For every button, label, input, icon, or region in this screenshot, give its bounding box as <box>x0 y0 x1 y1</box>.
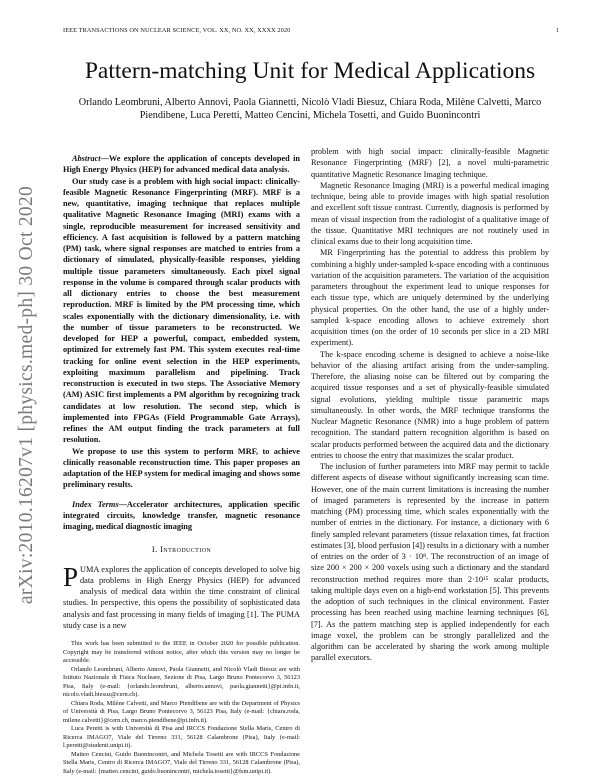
page-number: 1 <box>555 27 559 34</box>
index-terms-text: —Accelerator architectures, application specific integrated circuits, knowledge transfer, magnetic resonance imaging, medical diagnostic imaging <box>63 499 301 531</box>
body-paragraph: problem with high social impact: clinically-feasible Magnetic Resonance Fingerprinting (MRF) [2], a novel multi-parametric quantitative Magnetic Resonance Imaging technique. <box>311 147 549 179</box>
left-column <box>63 153 300 776</box>
author-list: Orlando Leombruni, Alberto Annovi, Paola Giannetti, Nicolò Vladi Biesuz, Chiara Roda, Milène Calvetti, Marco Piendibene, Luca Peretti, Matteo Cencini, Michela Tosetti, and Guido Buonincontri <box>78 97 542 122</box>
index-terms-label: Index Terms <box>72 499 119 509</box>
footnote: Orlando Leombruni, Alberto Annovi, Paola Giannetti, and Nicolò Vladi Biesuz are with Istituto Nazionale di Fisica Nucleare, Sezione di Pisa, Largo Bruno Pontecorvo 3, 56123 Pisa, Italy (e-mail: {orlando.leombruni, alberto.annovi, paola.giannetti}@pi.infn.it, nicolo.vladi.biesuz@cern.ch). <box>63 665 300 698</box>
abstract-p2: Our study case is a problem with high social impact: clinically-feasible Magnetic Resonance Fingerprinting (MRF). MRF is a new, quantitative, imaging technique that replaces multiple qualitative Magnetic Resonance Imaging (MRI) exams with a single, reproducible measurement for increased sensitivity and efficiency. A fast acquisition is followed by a pattern matching (PM) task, where signal responses are matched to entries from a dictionary of simulated, physically-feasible responses, yielding multiple tissue parameters simultaneously. Each pixel signal response in the volume is compared through scalar products with all dictionary entries to choose the best measurement reproduction. MRF is limited by the PM processing time, which scales exponentially with the dictionary dimensionality, i.e. with the number of tissue parameters to be reconstructed. We developed for HEP a powerful, compact, embedded system, optimized for extremely fast PM. This system executes real-time tracking for online event selection in the HEP experiments, exploiting maximum parallelism and pipelining. Track reconstruction is executed in two steps. The Associative Memory (AM) ASIC first implements a PM algorithm by recognizing track candidates at low resolution. The second step, which is implemented into FPGAs (Field Programmable Gate Arrays), refines the AM output finding the track parameters at full resolution. <box>63 176 300 445</box>
index-terms <box>63 499 300 533</box>
intro-paragraph <box>63 561 300 632</box>
paper-title: Pattern-matching Unit for Medical Applications <box>84 58 536 84</box>
arxiv-id: arXiv:2010.16207v1 [physics.med-ph] 30 Oct 2020 <box>16 185 37 605</box>
body-paragraph: The inclusion of further parameters into MRF may permit to tackle different aspects of disease without significantly increasing scan time. However, one of the main current limitations is increasing the number of imaged parameters is represented by the increase in pattern matching (PM) processing time, which scales exponentially with the number of entries in the dictionary. For instance, a dictionary with 6 finely sampled relevant parameters (tissue relaxation times, fat fraction estimates [3], blood perfusion [4]) results in a dictionary with a number of entries on the order of 3 · 10⁸. The reconstruction of an image of size 200 × 200 × 200 voxels using such a dictionary and the standard reconstruction method requires more than 2·10¹⁵ scalar products, taking multiple days even on a high-end workstation [5]. This prevents the adoption of such techniques in the clinical environment. Faster processing has been reached using machine learning techniques [6], [7]. As the pattern matching step is applied independently for each image voxel, the problem can be strongly parallelized and the algorithm can be accelerated by sharing the work among multiple parallel executors. <box>311 462 549 663</box>
drop-cap: P <box>63 561 79 592</box>
footnote: Luca Peretti is with Università di Pisa and IRCCS Fondazione Stella Maris, Centro di Ricerca IMAGO7, Viale del Tirreno 331, 56128 Calambrone (Pisa), Italy (e-mail: l.peretti@studenti.unipi.it). <box>63 725 300 749</box>
abstract-p1-text: —We explore the application of concepts developed in High Energy Physics (HEP) for advanced medical data analysis. <box>63 154 300 175</box>
intro-text: UMA explores the application of concepts developed to solve big data problems in High Energy Physics (HEP) for advanced analysis of medical data within the time constraint of clinical studies. In perspective, this opens the possibility of sophisticated data analysis and fast processing in many fields of imaging [1]. The PUMA study case is a new <box>63 564 300 630</box>
footnote: Matteo Cencini, Guido Buonincontri, and Michela Tosetti are with IRCCS Fondazione Stella Maris, Centro di Ricerca IMAGO7, Viale del Tirreno 331, 56128 Calambrone (Pisa), Italy (e-mail: {matteo.cencini, guido.buonincontri, michela.tosetti}@fsm.unipi.it). <box>63 750 300 775</box>
footnote: Chiara Roda, Milène Calvetti, and Marco Piendibene are with the Department of Physics of Università di Pisa, Largo Bruno Pontecorvo 3, 56123 Pisa, Italy (e-mail: {chiara.roda, milene.calvetti}@cern.ch, marco.piendibene@pi.infn.it). <box>63 699 300 724</box>
section-heading-introduction: I. Introduction <box>151 544 212 555</box>
running-header <box>63 27 559 34</box>
body-paragraph: Magnetic Resonance Imaging (MRI) is a powerful medical imaging technique, being able to provide images with high spatial resolution and excellent soft tissue contrast. Currently, diagnosis is performed by mean of visual inspection from the radiologist of a qualitative image of the tissue. Quantitative MRI techniques are not routinely used in clinical exams due to their long acquisition time. <box>311 180 549 246</box>
footnote: This work has been submitted to the IEEE in October 2020 for possible publication. Copyright may be transferred without notice, after which this version may no longer be accessible. <box>63 640 300 664</box>
body-paragraph: MR Fingerprinting has the potential to address this problem by combining a highly under-sampled k-space encoding with a continuous variation of the acquisition parameters. The variation of the acquisition parameters throughout the experiment lead to unique responses for each tissue type, which are uniquely determined by the underlying physical properties. On the other hand, the use of a highly under-sampled k-space encoding allows to achieve extremely short acquisition times (on the order of 10 seconds per slice in a 2D MRI experiment). <box>311 248 549 348</box>
abstract <box>63 153 300 491</box>
footnotes <box>63 640 300 776</box>
abstract-label: Abstract <box>72 154 101 163</box>
abstract-p3: We propose to use this system to perform MRF, to achieve clinically reasonable reconstruction time. This paper proposes an adaptation of the HEP system for medical imaging and shows some preliminary results. <box>63 446 300 490</box>
abstract-p1 <box>63 153 300 176</box>
journal-name: IEEE TRANSACTIONS ON NUCLEAR SCIENCE, VOL. XX, NO. XX, XXXX 2020 <box>63 27 291 34</box>
right-column <box>311 146 549 664</box>
arxiv-stamp <box>12 185 42 605</box>
body-paragraph: The k-space encoding scheme is designed to achieve a noise-like behavior of the aliasing artifact arising from the under-sampling. Therefore, the aliasing noise can be filtered out by comparing the acquired tissue responses and a set of physically-feasible simulated signal evolutions, yielding multiple tissue parametric maps simultaneously. In other words, the MRF technique transforms the Nuclear Magnetic Resonance (NMR) into a huge problem of pattern recognition. The standard pattern recognition algorithm is based on scalar products performed between the acquired data and the dictionary entries to choose the entry that maximizes the scalar product. <box>311 349 549 460</box>
